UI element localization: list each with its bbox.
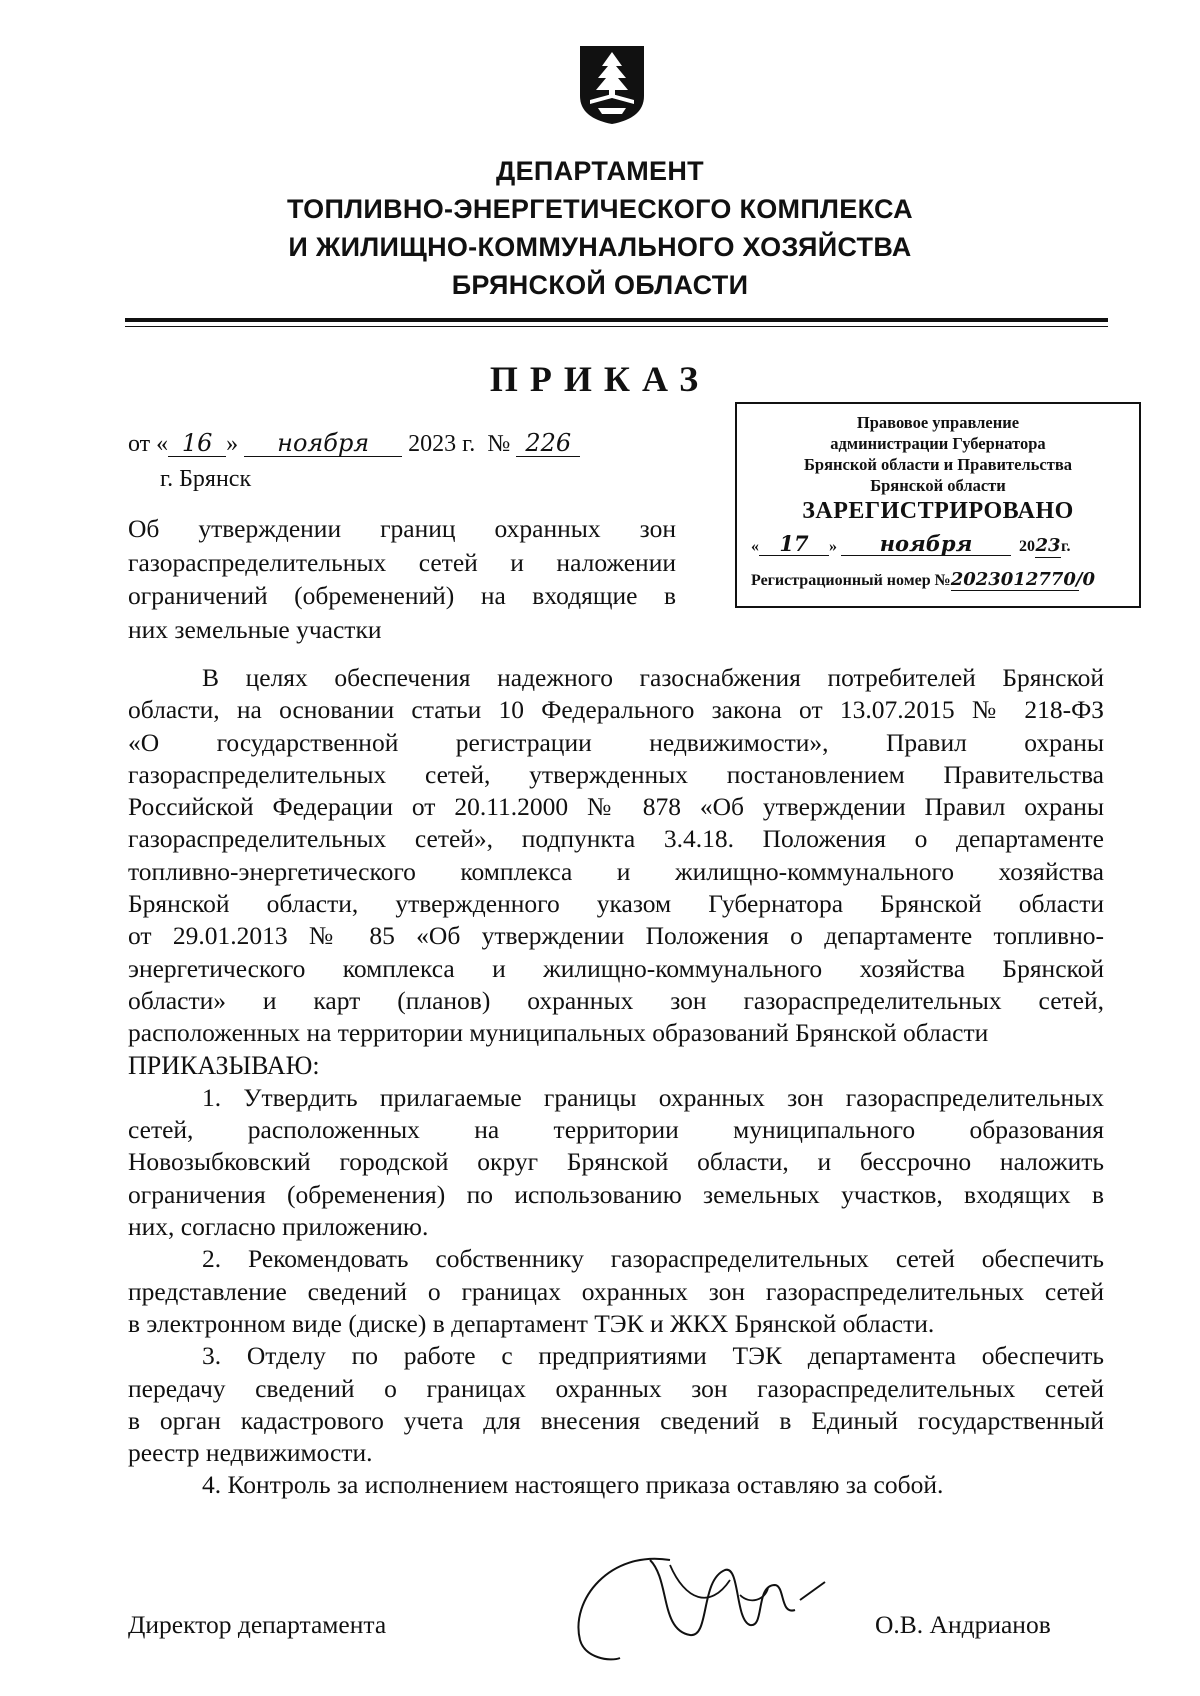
order-number-handwritten: 226 [516,430,580,457]
date-quote-close: » [226,431,239,457]
stamp-organization [737,412,1139,496]
item-line: них, согласно приложению. [128,1212,429,1242]
signer-position: Директор департамента [128,1610,387,1639]
subject-line: ограничений (обременений) на входящие в [128,581,676,610]
stamp-year-end: г. [1061,538,1071,555]
stamp-year-prefix: 20 [1019,538,1035,555]
item-line: ограничения (обременения) по использованию земельных участков, входящих в [128,1179,1104,1209]
document-title: ПРИКАЗ [489,359,711,399]
stamp-reg-label: Регистрационный номер № [751,572,951,589]
stamp-month-handwritten: ноября [841,533,1011,556]
order-year: 2023 г. [408,431,476,457]
order-date-line [128,430,580,458]
body-line: топливно-энергетического комплекса и жилищно-коммунального хозяйства [128,856,1104,886]
body-line: области, на основании статьи 10 Федерального закона от 13.07.2015 № 218-ФЗ [128,695,1104,725]
stamp-org-line: Правовое управление [856,413,1020,432]
item-line: Новозыбковский городской округ Брянской области, и бессрочно наложить [128,1147,1104,1177]
item-line: передачу сведений о границах охранных зон газораспределительных сетей [128,1373,1104,1403]
subject-line: Об утверждении границ охранных зон [128,514,676,543]
dept-line: И ЖИЛИЩНО-КОММУНАЛЬНОГО ХОЗЯЙСТВА [288,232,912,262]
order-subject [128,512,676,646]
item-line: сетей, расположенных на территории муниципального образования [128,1115,1104,1145]
body-line: газораспределительных сетей, утвержденных постановлением Правительства [128,759,1104,789]
item-line: в электронном виде (диске) в департамент ТЭК и ЖКХ Брянской области. [128,1308,935,1338]
body-line: области» и карт (планов) охранных зон газораспределительных сетей, [128,985,1104,1015]
dept-line: ДЕПАРТАМЕНТ [496,156,704,186]
stamp-quote-open: « [751,538,759,555]
stamp-registered-label: ЗАРЕГИСТРИРОВАНО [802,498,1074,524]
item-line: в орган кадастрового учета для внесения сведений в Единый государственный [128,1405,1104,1435]
body-line: расположенных на территории муниципальных образований Брянской области [128,1018,989,1048]
header-divider-thick [125,318,1108,322]
handwritten-signature [550,1540,830,1670]
stamp-org-line: Брянской области и Правительства [804,455,1072,474]
item-line: 1. Утвердить прилагаемые границы охранных зон газораспределительных [202,1082,1104,1112]
item-line: реестр недвижимости. [128,1438,373,1468]
body-line: от 29.01.2013 № 85 «Об утверждении Положения о департаменте топливно- [128,921,1104,951]
stamp-year-handwritten: 23 [1035,535,1061,556]
dept-line: ТОПЛИВНО-ЭНЕРГЕТИЧЕСКОГО КОМПЛЕКСА [287,194,913,224]
body-line: Брянской области, утвержденного указом Губернатора Брянской области [128,889,1104,919]
order-body [128,662,1104,1502]
stamp-reg-number [737,570,1139,591]
body-line: «О государственной регистрации недвижимости», Правил охраны [128,727,1104,757]
number-prefix: № [487,431,511,457]
item-line: представление сведений о границах охранных зон газораспределительных сетей [128,1276,1104,1306]
order-day-handwritten: 16 [168,430,226,457]
body-line: газораспределительных сетей», подпункта 3.4.18. Положения о департаменте [128,824,1104,854]
stamp-date [737,533,1139,558]
stamp-day-handwritten: 17 [759,533,829,556]
item-line: 4. Контроль за исполнением настоящего приказа оставляю за собой. [202,1470,944,1500]
order-command: ПРИКАЗЫВАЮ: [128,1050,320,1080]
signer-name: О.В. Андрианов [875,1610,1051,1639]
registration-stamp [735,402,1141,608]
stamp-quote-close: » [829,538,837,555]
dept-line: БРЯНСКОЙ ОБЛАСТИ [451,270,749,300]
department-name [0,152,1200,304]
body-line: В целях обеспечения надежного газоснабжения потребителей Брянской [202,663,1104,692]
stamp-org-line: администрации Губернатора [830,434,1046,453]
stamp-reg-number-handwritten: 2023012770/0 [950,569,1096,590]
item-line: 3. Отделу по работе с предприятиями ТЭК департамента обеспечить [202,1341,1104,1371]
subject-line: них земельные участки [128,614,382,644]
subject-line: газораспределительных сетей и наложении [128,547,676,577]
item-line: 2. Рекомендовать собственнику газораспределительных сетей обеспечить [202,1244,1104,1274]
header-divider-thin [125,326,1108,327]
date-prefix: от « [128,431,169,457]
coat-of-arms-emblem [578,44,646,126]
body-line: энергетического комплекса и жилищно-коммунального хозяйства Брянской [128,953,1104,983]
body-line: Российской Федерации от 20.11.2000 № 878 «Об утверждении Правил охраны [128,792,1104,822]
order-month-handwritten: ноября [244,430,402,457]
order-city: г. Брянск [160,466,252,492]
stamp-org-line: Брянской области [870,476,1006,495]
